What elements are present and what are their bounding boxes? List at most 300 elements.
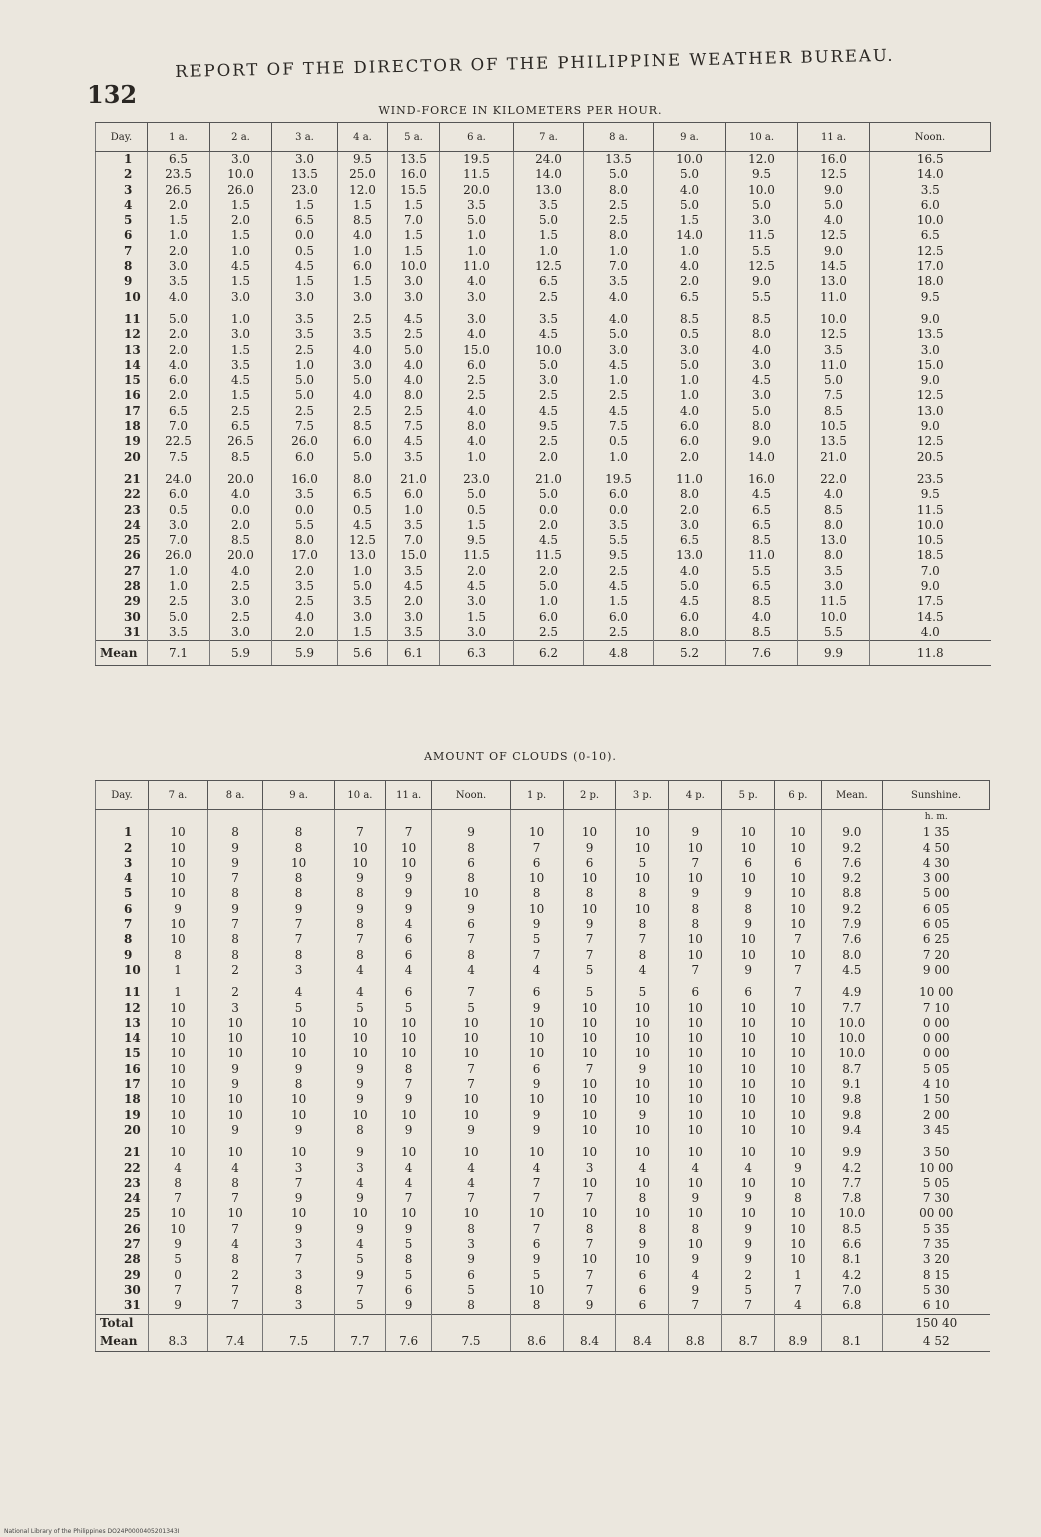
data-cell: 10 xyxy=(208,1145,263,1160)
data-cell: 23.0 xyxy=(440,472,514,487)
data-cell: 12.5 xyxy=(798,228,870,243)
data-cell: 2.0 xyxy=(210,213,272,228)
table-row xyxy=(96,948,990,963)
data-cell: 10 xyxy=(432,1092,510,1107)
data-cell: 4 xyxy=(208,1237,263,1252)
data-cell: 10 xyxy=(722,1001,775,1016)
day-cell: 27 xyxy=(96,1237,149,1252)
data-cell: 8.5 xyxy=(210,533,272,548)
table-row xyxy=(96,503,991,518)
data-cell: 10 xyxy=(669,1046,722,1061)
data-cell: 6 05 xyxy=(883,902,990,917)
blank-cell xyxy=(563,810,616,826)
data-cell: 4 xyxy=(722,1161,775,1176)
data-cell: 4.0 xyxy=(654,183,726,198)
data-cell: 7 xyxy=(775,963,822,978)
data-cell: 1.5 xyxy=(210,198,272,213)
day-cell: 1 xyxy=(96,152,148,168)
spacer-cell xyxy=(388,465,440,472)
data-cell: 1.5 xyxy=(440,518,514,533)
data-cell: 1.0 xyxy=(148,228,210,243)
day-cell: 16 xyxy=(96,388,148,403)
day-cell: 7 xyxy=(96,917,149,932)
table-row xyxy=(96,1176,990,1191)
cloud-table-body xyxy=(96,810,990,1352)
data-cell: 4.0 xyxy=(654,564,726,579)
data-cell: 7.6 xyxy=(821,932,882,947)
data-cell: 10 xyxy=(669,841,722,856)
day-cell: 24 xyxy=(96,518,148,533)
data-cell: 6.0 xyxy=(148,487,210,502)
data-cell: 10 xyxy=(722,948,775,963)
day-cell: 14 xyxy=(96,1031,149,1046)
data-cell: 3 xyxy=(432,1237,510,1252)
data-cell: 12.5 xyxy=(870,244,991,259)
data-cell: 2.0 xyxy=(148,198,210,213)
column-header: 2 a. xyxy=(210,123,272,152)
data-cell: 6 05 xyxy=(883,917,990,932)
mean-cell: 7.5 xyxy=(432,1331,510,1352)
data-cell: 17.0 xyxy=(272,548,338,563)
data-cell: 4 xyxy=(616,963,669,978)
data-cell: 6.0 xyxy=(584,610,654,625)
data-cell: 5.0 xyxy=(272,388,338,403)
data-cell: 14.0 xyxy=(870,167,991,182)
spacer-cell xyxy=(726,465,798,472)
data-cell: 7.9 xyxy=(821,917,882,932)
mean-cell: 5.9 xyxy=(272,641,338,666)
table-row xyxy=(96,290,991,305)
spacer-cell xyxy=(148,978,207,985)
running-head: REPORT OF THE DIRECTOR OF THE PHILIPPINE WEATHER BUREAU. xyxy=(175,45,895,81)
blank-cell xyxy=(722,810,775,826)
data-cell: 10 xyxy=(775,1206,822,1221)
data-cell: 26.0 xyxy=(148,548,210,563)
data-cell: 7 xyxy=(208,1298,263,1314)
table-row xyxy=(96,1283,990,1298)
data-cell: 2.5 xyxy=(584,198,654,213)
data-cell: 5.5 xyxy=(584,533,654,548)
data-cell: 8 xyxy=(775,1191,822,1206)
data-cell: 1.0 xyxy=(584,244,654,259)
data-cell: 7 xyxy=(432,1191,510,1206)
data-cell: 7 xyxy=(510,1191,563,1206)
data-cell: 4.5 xyxy=(654,594,726,609)
data-cell: 5.5 xyxy=(726,564,798,579)
mean-cell: 5.6 xyxy=(338,641,388,666)
mean-cell: 7.7 xyxy=(335,1331,386,1352)
data-cell: 1.5 xyxy=(210,343,272,358)
spacer-cell xyxy=(722,1138,775,1145)
data-cell: 10 xyxy=(148,841,207,856)
data-cell: 4.5 xyxy=(338,518,388,533)
data-cell: 0.5 xyxy=(338,503,388,518)
data-cell: 10 00 xyxy=(883,1161,990,1176)
data-cell: 10 xyxy=(263,1046,335,1061)
data-cell: 7 xyxy=(669,963,722,978)
data-cell: 10.0 xyxy=(870,518,991,533)
data-cell: 8 xyxy=(263,841,335,856)
data-cell: 2.5 xyxy=(148,594,210,609)
data-cell: 1.0 xyxy=(654,373,726,388)
spacer-cell xyxy=(821,978,882,985)
data-cell: 4 xyxy=(385,1176,432,1191)
data-cell: 9.5 xyxy=(870,487,991,502)
data-cell: 6.5 xyxy=(870,228,991,243)
data-cell: 13.0 xyxy=(798,274,870,289)
data-cell: 10.0 xyxy=(654,152,726,168)
data-cell: 8 xyxy=(563,886,616,901)
data-cell: 0.5 xyxy=(584,434,654,449)
data-cell: 10 xyxy=(669,1092,722,1107)
blank-cell xyxy=(148,1314,207,1331)
data-cell: 8 xyxy=(335,1123,386,1138)
data-cell: 6.5 xyxy=(338,487,388,502)
data-cell: 9 xyxy=(510,1108,563,1123)
data-cell: 10 xyxy=(669,1237,722,1252)
data-cell: 10 xyxy=(510,1283,563,1298)
data-cell: 7 xyxy=(148,1283,207,1298)
data-cell: 9 xyxy=(335,1268,386,1283)
data-cell: 10 xyxy=(563,1206,616,1221)
data-cell: 1.5 xyxy=(338,198,388,213)
data-cell: 2.0 xyxy=(514,518,584,533)
data-cell: 3 xyxy=(335,1161,386,1176)
column-header: 11 a. xyxy=(798,123,870,152)
data-cell: 9 xyxy=(616,1062,669,1077)
data-cell: 16.5 xyxy=(870,152,991,168)
day-cell: 5 xyxy=(96,886,149,901)
table-row xyxy=(96,434,991,449)
day-cell: 10 xyxy=(96,963,149,978)
data-cell: 8.5 xyxy=(654,312,726,327)
data-cell: 8.0 xyxy=(272,533,338,548)
data-cell: 8 xyxy=(563,1222,616,1237)
data-cell: 9 xyxy=(148,1298,207,1314)
data-cell: 2.5 xyxy=(210,610,272,625)
mean-cell: 7.1 xyxy=(148,641,210,666)
column-header: 7 a. xyxy=(514,123,584,152)
data-cell: 10 xyxy=(669,1077,722,1092)
data-cell: 7.0 xyxy=(388,213,440,228)
data-cell: 9 xyxy=(335,1062,386,1077)
mean-row xyxy=(96,1331,990,1352)
data-cell: 10.0 xyxy=(821,1046,882,1061)
data-cell: 9 xyxy=(385,1222,432,1237)
data-cell: 11.0 xyxy=(726,548,798,563)
table-row xyxy=(96,1046,990,1061)
data-cell: 8 xyxy=(263,948,335,963)
data-cell: 3 xyxy=(263,1237,335,1252)
data-cell: 8.0 xyxy=(821,948,882,963)
data-cell: 10 xyxy=(616,1176,669,1191)
wind-force-table xyxy=(95,122,991,666)
blank-cell xyxy=(510,1314,563,1331)
data-cell: 4.0 xyxy=(388,373,440,388)
data-cell: 7 xyxy=(510,841,563,856)
data-cell: 7 xyxy=(669,1298,722,1314)
data-cell: 14.5 xyxy=(798,259,870,274)
data-cell: 14.0 xyxy=(726,450,798,465)
data-cell: 7 xyxy=(148,1191,207,1206)
data-cell: 4 xyxy=(385,1161,432,1176)
row-spacer xyxy=(96,465,991,472)
data-cell: 8 xyxy=(722,902,775,917)
data-cell: 10 xyxy=(563,1077,616,1092)
table-row xyxy=(96,825,990,840)
data-cell: 7.5 xyxy=(272,419,338,434)
day-cell: 12 xyxy=(96,1001,149,1016)
data-cell: 9 xyxy=(385,886,432,901)
blank-cell xyxy=(208,810,263,826)
data-cell: 10 xyxy=(148,1046,207,1061)
data-cell: 2.5 xyxy=(584,625,654,641)
data-cell: 5 xyxy=(432,1001,510,1016)
data-cell: 3.5 xyxy=(388,564,440,579)
data-cell: 5.0 xyxy=(514,579,584,594)
data-cell: 10 xyxy=(148,1031,207,1046)
data-cell: 10 xyxy=(775,1176,822,1191)
data-cell: 9 xyxy=(385,1298,432,1314)
data-cell: 10 xyxy=(263,1145,335,1160)
data-cell: 10 xyxy=(722,932,775,947)
spacer-cell xyxy=(432,978,510,985)
data-cell: 9 xyxy=(432,1123,510,1138)
mean-cell: 7.4 xyxy=(208,1331,263,1352)
units-row xyxy=(96,810,990,826)
data-cell: 7 xyxy=(563,1283,616,1298)
data-cell: 8.8 xyxy=(821,886,882,901)
data-cell: 4.9 xyxy=(821,985,882,1000)
data-cell: 10 xyxy=(775,1031,822,1046)
data-cell: 13.5 xyxy=(584,152,654,168)
data-cell: 0 xyxy=(148,1268,207,1283)
data-cell: 10 xyxy=(432,1108,510,1123)
data-cell: 3.0 xyxy=(388,290,440,305)
data-cell: 10 xyxy=(775,917,822,932)
data-cell: 9 xyxy=(510,1123,563,1138)
blank-cell xyxy=(563,1314,616,1331)
data-cell: 6 xyxy=(616,1268,669,1283)
day-cell: 25 xyxy=(96,1206,149,1221)
day-cell: 4 xyxy=(96,198,148,213)
data-cell: 3 xyxy=(263,963,335,978)
day-cell: 11 xyxy=(96,985,149,1000)
data-cell: 9 xyxy=(385,1092,432,1107)
data-cell: 5 xyxy=(385,1237,432,1252)
data-cell: 1.5 xyxy=(440,610,514,625)
data-cell: 11.0 xyxy=(654,472,726,487)
data-cell: 10 xyxy=(563,825,616,840)
data-cell: 6.5 xyxy=(654,533,726,548)
column-header: 3 a. xyxy=(272,123,338,152)
data-cell: 4.0 xyxy=(798,487,870,502)
spacer-cell xyxy=(210,465,272,472)
data-cell: 25.0 xyxy=(338,167,388,182)
blank-cell xyxy=(775,1314,822,1331)
data-cell: 9.9 xyxy=(821,1145,882,1160)
table-row xyxy=(96,183,991,198)
data-cell: 3 xyxy=(263,1268,335,1283)
data-cell: 12.5 xyxy=(870,388,991,403)
spacer-cell xyxy=(563,1138,616,1145)
blank-cell xyxy=(432,810,510,826)
data-cell: 10 xyxy=(616,1031,669,1046)
table-row xyxy=(96,1222,990,1237)
data-cell: 6 xyxy=(432,856,510,871)
data-cell: 5.0 xyxy=(272,373,338,388)
data-cell: 23.5 xyxy=(870,472,991,487)
data-cell: 10 xyxy=(148,886,207,901)
day-cell: 2 xyxy=(96,841,149,856)
data-cell: 7 xyxy=(208,917,263,932)
data-cell: 6 xyxy=(385,985,432,1000)
data-cell: 1.0 xyxy=(584,450,654,465)
day-cell: 26 xyxy=(96,548,148,563)
data-cell: 3.0 xyxy=(440,625,514,641)
table-row xyxy=(96,358,991,373)
data-cell: 10 xyxy=(775,886,822,901)
data-cell: 10 xyxy=(263,1016,335,1031)
data-cell: 10 xyxy=(669,932,722,947)
data-cell: 5 xyxy=(335,1298,386,1314)
data-cell: 9.5 xyxy=(440,533,514,548)
data-cell: 4 xyxy=(775,1298,822,1314)
data-cell: 9 xyxy=(148,902,207,917)
data-cell: 9 xyxy=(385,871,432,886)
data-cell: 5 xyxy=(263,1001,335,1016)
mean-cell: 8.7 xyxy=(722,1331,775,1352)
data-cell: 7 xyxy=(775,985,822,1000)
data-cell: 9 xyxy=(335,1222,386,1237)
data-cell: 10.0 xyxy=(798,610,870,625)
data-cell: 10 xyxy=(775,1222,822,1237)
data-cell: 7 xyxy=(208,1222,263,1237)
data-cell: 10 xyxy=(148,871,207,886)
data-cell: 5.5 xyxy=(726,244,798,259)
data-cell: 10 xyxy=(775,825,822,840)
data-cell: 4.0 xyxy=(440,404,514,419)
data-cell: 4.5 xyxy=(388,579,440,594)
spacer-cell xyxy=(208,978,263,985)
data-cell: 4.0 xyxy=(210,564,272,579)
table-row xyxy=(96,274,991,289)
data-cell: 10 xyxy=(669,1108,722,1123)
data-cell: 6.0 xyxy=(584,487,654,502)
data-cell: 1.0 xyxy=(388,503,440,518)
data-cell: 4.0 xyxy=(148,290,210,305)
blank-cell xyxy=(821,810,882,826)
data-cell: 3.0 xyxy=(388,610,440,625)
table-row xyxy=(96,259,991,274)
data-cell: 10 xyxy=(148,825,207,840)
spacer-cell xyxy=(263,978,335,985)
data-cell: 6.0 xyxy=(514,610,584,625)
data-cell: 20.0 xyxy=(210,472,272,487)
data-cell: 10 xyxy=(432,1016,510,1031)
data-cell: 4.0 xyxy=(272,610,338,625)
table-row xyxy=(96,1123,990,1138)
data-cell: 4.0 xyxy=(584,312,654,327)
data-cell: 10 xyxy=(510,1206,563,1221)
data-cell: 8 xyxy=(432,948,510,963)
data-cell: 12.0 xyxy=(338,183,388,198)
table-row xyxy=(96,1001,990,1016)
data-cell: 8.5 xyxy=(726,312,798,327)
data-cell: 15.0 xyxy=(870,358,991,373)
data-cell: 6.0 xyxy=(338,434,388,449)
row-spacer xyxy=(96,978,990,985)
data-cell: 1.5 xyxy=(272,198,338,213)
data-cell: 10 xyxy=(385,1016,432,1031)
day-cell: 23 xyxy=(96,1176,149,1191)
data-cell: 9 xyxy=(563,1298,616,1314)
data-cell: 7 xyxy=(263,1252,335,1267)
mean-cell: 6.3 xyxy=(440,641,514,666)
data-cell: 3 xyxy=(263,1161,335,1176)
data-cell: 6.5 xyxy=(514,274,584,289)
data-cell: 10.0 xyxy=(726,183,798,198)
spacer-cell xyxy=(616,978,669,985)
data-cell: 10 xyxy=(722,1016,775,1031)
data-cell: 1.5 xyxy=(210,388,272,403)
table-row xyxy=(96,902,990,917)
table-row xyxy=(96,1016,990,1031)
data-cell: 2.0 xyxy=(388,594,440,609)
data-cell: 9 xyxy=(335,1092,386,1107)
day-cell: 20 xyxy=(96,1123,149,1138)
column-header: 4 p. xyxy=(669,781,722,810)
data-cell: 4 50 xyxy=(883,841,990,856)
data-cell: 4.0 xyxy=(440,274,514,289)
spacer-cell xyxy=(654,305,726,312)
data-cell: 8 xyxy=(208,948,263,963)
data-cell: 10 xyxy=(616,825,669,840)
table-row xyxy=(96,343,991,358)
data-cell: 10.0 xyxy=(870,213,991,228)
data-cell: 1 50 xyxy=(883,1092,990,1107)
data-cell: 10 xyxy=(563,1031,616,1046)
blank-cell xyxy=(385,1314,432,1331)
data-cell: 10 xyxy=(563,1123,616,1138)
data-cell: 10 xyxy=(432,1031,510,1046)
data-cell: 7.5 xyxy=(584,419,654,434)
data-cell: 10 xyxy=(616,902,669,917)
data-cell: 3 45 xyxy=(883,1123,990,1138)
data-cell: 1.0 xyxy=(210,312,272,327)
blank-cell xyxy=(616,1314,669,1331)
table-row xyxy=(96,152,991,168)
column-header: Day. xyxy=(96,123,148,152)
data-cell: 10 xyxy=(775,1016,822,1031)
data-cell: 3.5 xyxy=(514,312,584,327)
data-cell: 9 xyxy=(510,1252,563,1267)
data-cell: 5 30 xyxy=(883,1283,990,1298)
blank-cell xyxy=(432,1314,510,1331)
data-cell: 7 xyxy=(722,1298,775,1314)
day-cell: 29 xyxy=(96,594,148,609)
day-cell: 13 xyxy=(96,1016,149,1031)
data-cell: 2.0 xyxy=(654,450,726,465)
clouds-table xyxy=(95,780,990,1352)
day-cell: 13 xyxy=(96,343,148,358)
data-cell: 3.0 xyxy=(440,594,514,609)
data-cell: 10 xyxy=(432,886,510,901)
table-row xyxy=(96,610,991,625)
data-cell: 8 xyxy=(432,841,510,856)
data-cell: 1.5 xyxy=(148,213,210,228)
data-cell: 7 20 xyxy=(883,948,990,963)
